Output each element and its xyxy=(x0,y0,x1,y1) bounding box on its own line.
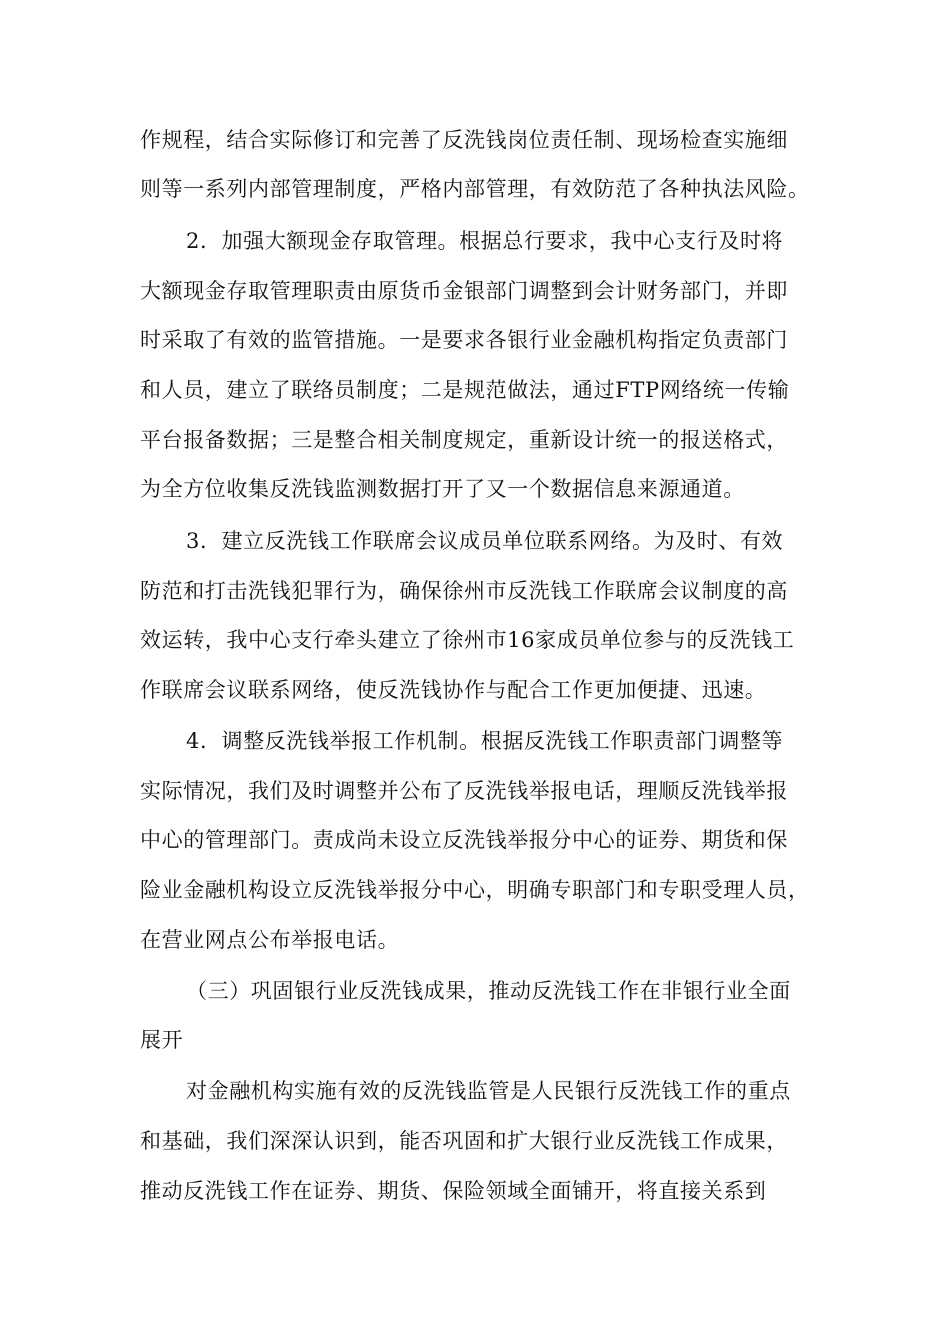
text-line: 中心的管理部门。责成尚未设立反洗钱举报分中心的证券、期货和保 xyxy=(140,828,788,852)
text-line: 为全方位收集反洗钱监测数据打开了又一个数据信息来源通道。 xyxy=(140,477,745,501)
text-line: 效运转，我中心支行牵头建立了徐州市16家成员单位参与的反洗钱工 xyxy=(140,628,795,652)
text-line: 时采取了有效的监管措施。一是要求各银行业金融机构指定负责部门 xyxy=(140,328,788,352)
text-line: 则等一系列内部管理制度，严格内部管理，有效防范了各种执法风险。 xyxy=(140,177,810,201)
text-line: 平台报备数据；三是整合相关制度规定，重新设计统一的报送格式， xyxy=(140,428,788,452)
text-line: 和基础，我们深深认识到，能否巩固和扩大银行业反洗钱工作成果， xyxy=(140,1129,788,1153)
text-line: 险业金融机构设立反洗钱举报分中心，明确专职部门和专职受理人员， xyxy=(140,878,810,902)
paragraph-heading-3: 3．建立反洗钱工作联席会议成员单位联系网络。为及时、有效 xyxy=(186,529,784,553)
text-line: 大额现金存取管理职责由原货币金银部门调整到会计财务部门，并即 xyxy=(140,279,788,303)
section-heading: （三）巩固银行业反洗钱成果，推动反洗钱工作在非银行业全面 xyxy=(186,979,791,1003)
text-line: 实际情况，我们及时调整并公布了反洗钱举报电话，理顺反洗钱举报 xyxy=(140,779,788,803)
text-line: 作规程，结合实际修订和完善了反洗钱岗位责任制、现场检查实施细 xyxy=(140,128,788,152)
text-line: 防范和打击洗钱犯罪行为，确保徐州市反洗钱工作联席会议制度的高 xyxy=(140,579,788,603)
text-line: 推动反洗钱工作在证券、期货、保险领域全面铺开，将直接关系到 xyxy=(140,1179,767,1203)
paragraph-heading-4: 4．调整反洗钱举报工作机制。根据反洗钱工作职责部门调整等 xyxy=(186,729,784,753)
section-heading-continuation: 展开 xyxy=(140,1028,184,1052)
paragraph-heading-2: 2．加强大额现金存取管理。根据总行要求，我中心支行及时将 xyxy=(186,229,784,253)
text-line: 和人员，建立了联络员制度；二是规范做法，通过FTP网络统一传输 xyxy=(140,378,790,402)
text-line: 在营业网点公布举报电话。 xyxy=(140,928,400,952)
text-line: 作联席会议联系网络，使反洗钱协作与配合工作更加便捷、迅速。 xyxy=(140,678,767,702)
text-line: 对金融机构实施有效的反洗钱监管是人民银行反洗钱工作的重点 xyxy=(186,1079,791,1103)
